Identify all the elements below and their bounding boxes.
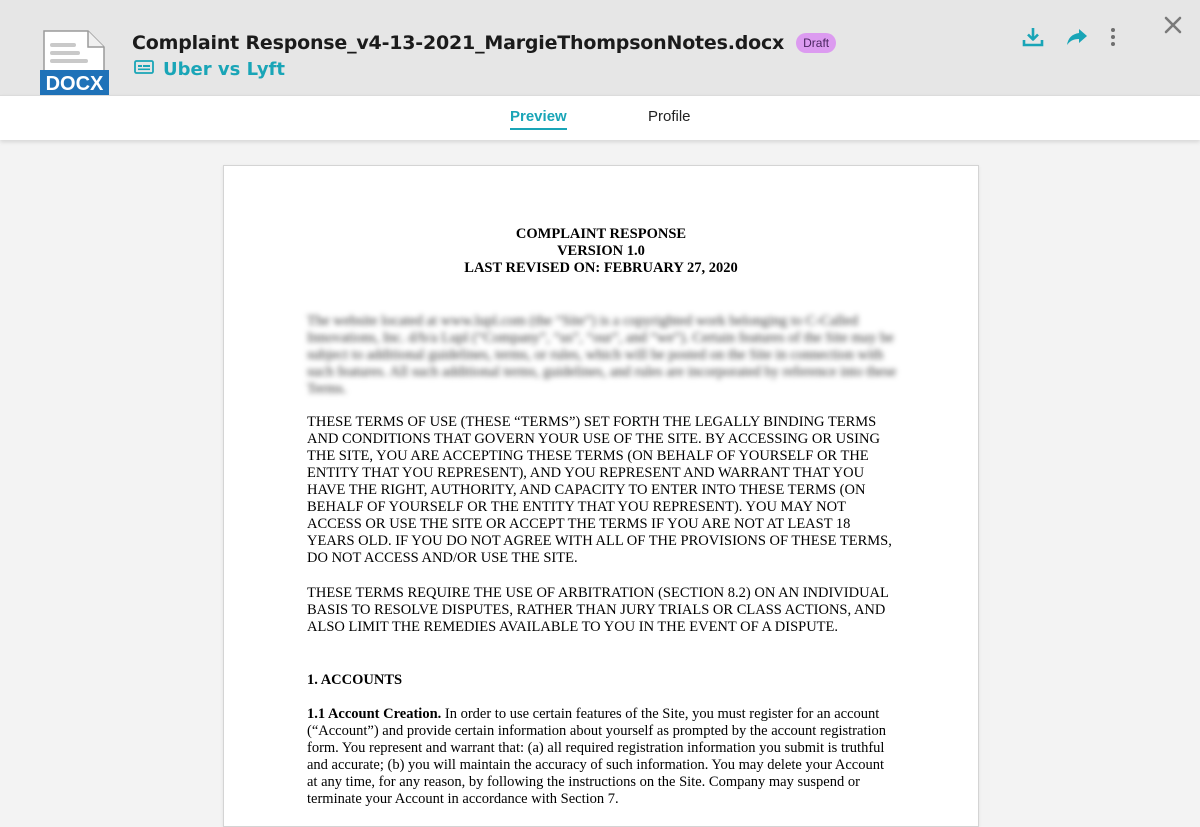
tab-bar bbox=[0, 95, 1200, 140]
subsection-body: In order to use certain features of the Site, you must register for an account (“Account”) and provide certain information about yourself as prompted by the account registration form. You represent and warrant that: (a) all required registration information you submit is truthful and accurate; (b) you will maintain the accuracy of such information. You may delete your Account at any time, for any reason, by following the instructions on the Site. Company may suspend or terminate your Account in accordance with Section 7. bbox=[307, 706, 886, 807]
section-heading: 1. ACCOUNTS bbox=[307, 672, 403, 688]
document-heading bbox=[224, 226, 978, 277]
terms-paragraph: THESE TERMS OF USE (THESE “TERMS”) SET FORTH THE LEGALLY BINDING TERMS AND CONDITIONS THAT GOVERN YOUR USE OF THE SITE. BY ACCESSING OR USING THE SITE, YOU ARE ACCEPTING THESE TERMS (ON BEHALF OF YOURSELF OR THE ENTITY THAT YOU REPRESENT), AND YOU REPRESENT AND WARRANT THAT YOU HAVE THE RIGHT, AUTHORITY, AND CAPACITY TO ENTER INTO THESE TERMS (ON BEHALF OF YOURSELF OR THE ENTITY THAT YOU REPRESENT). YOU MAY NOT ACCESS OR USE THE SITE OR ACCEPT THE TERMS IF YOU ARE NOT AT LEAST 18 YEARS OLD. IF YOU DO NOT AGREE WITH ALL OF THE PROVISIONS OF THESE TERMS, DO NOT ACCESS AND/OR USE THE SITE. bbox=[307, 414, 892, 566]
download-button[interactable] bbox=[1020, 26, 1046, 52]
subsection-title: 1.1 Account Creation. bbox=[307, 706, 442, 722]
file-type-label: DOCX bbox=[45, 73, 104, 95]
document-revised-date: LAST REVISED ON: FEBRUARY 27, 2020 bbox=[464, 260, 738, 276]
share-button[interactable] bbox=[1064, 26, 1090, 52]
file-name: Complaint Response_v4-13-2021_MargieThompsonNotes.docx bbox=[132, 32, 785, 54]
document-preview-page[interactable] bbox=[223, 165, 979, 827]
blurred-paragraph: The website located at www.lupl.com (the “Site”) is a copyrighted work belonging to C-Called Innovations, Inc. d/b/a Lupl (“Company”, “us”, “our”, and “we”). Certain features of the Site may be subject to additional guidelines, terms, or rules, which will be posted on the Site in connection with such features. All such additional terms, guidelines, and rules are incorporated by reference into these Terms. bbox=[307, 313, 897, 397]
share-icon bbox=[1065, 25, 1089, 54]
download-icon bbox=[1021, 25, 1045, 54]
tab-profile[interactable]: Profile bbox=[648, 108, 691, 125]
document-header bbox=[0, 0, 1200, 95]
document-title: COMPLAINT RESPONSE bbox=[515, 226, 687, 242]
more-icon bbox=[1101, 25, 1125, 54]
status-badge: Draft bbox=[796, 33, 836, 53]
close-button[interactable] bbox=[1160, 14, 1186, 40]
arbitration-paragraph: THESE TERMS REQUIRE THE USE OF ARBITRATION (SECTION 8.2) ON AN INDIVIDUAL BASIS TO RESOLVE DISPUTES, RATHER THAN JURY TRIALS OR CLASS ACTIONS, AND ALSO LIMIT THE REMEDIES AVAILABLE TO YOU IN THE EVENT OF A DISPUTE. bbox=[307, 585, 889, 635]
more-options-button[interactable] bbox=[1100, 26, 1126, 52]
matter-link[interactable] bbox=[134, 58, 285, 80]
matter-name[interactable]: Uber vs Lyft bbox=[163, 58, 285, 80]
matter-icon bbox=[134, 60, 154, 79]
tab-preview[interactable]: Preview bbox=[510, 108, 567, 130]
document-version: VERSION 1.0 bbox=[557, 243, 645, 259]
account-creation-paragraph bbox=[307, 706, 897, 808]
close-icon bbox=[1162, 14, 1184, 41]
file-title-row bbox=[132, 30, 836, 56]
